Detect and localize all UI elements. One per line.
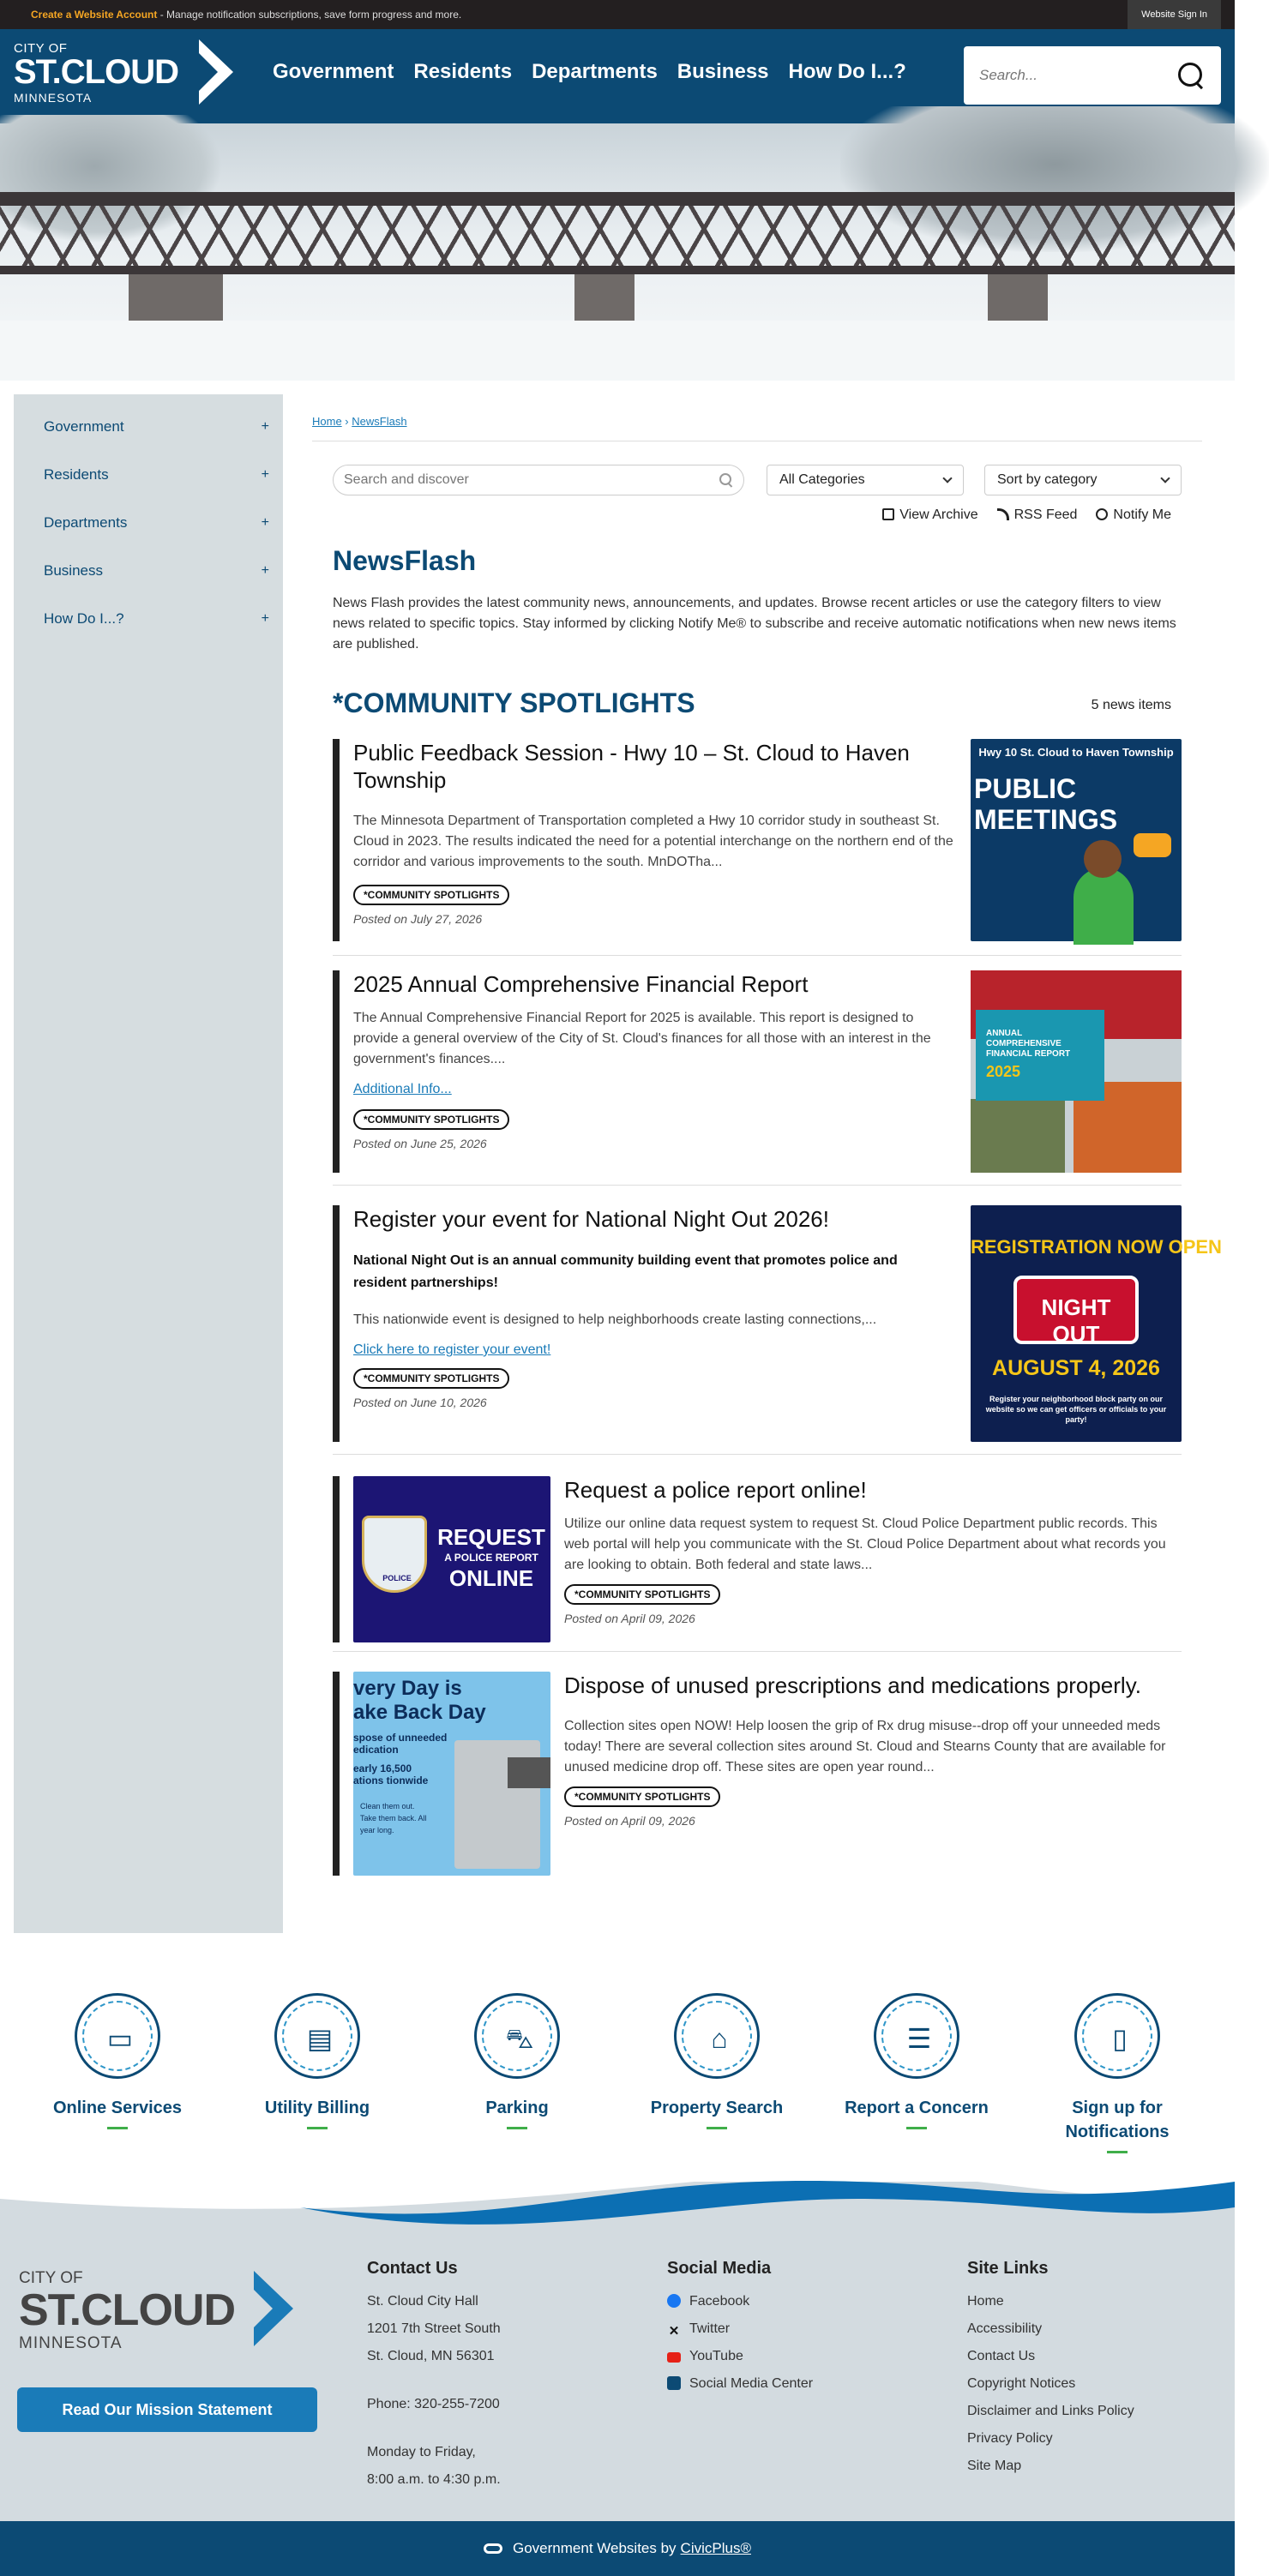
site-search bbox=[964, 46, 1221, 105]
sidebar-item-label: Government bbox=[44, 418, 124, 435]
news-posted-date: Posted on July 27, 2026 bbox=[353, 912, 483, 926]
bill-icon: ▤ bbox=[274, 1993, 360, 2079]
rss-icon bbox=[997, 508, 1009, 520]
rss-feed-link[interactable] bbox=[997, 507, 1078, 523]
site-link-copyright[interactable]: Copyright Notices bbox=[967, 2376, 1076, 2391]
main-nav bbox=[273, 60, 906, 84]
sidebar-item-label: Residents bbox=[44, 466, 109, 483]
logo-city: CITY OF bbox=[14, 41, 68, 56]
logo-chevron-cut bbox=[254, 2290, 273, 2327]
category-title[interactable]: *COMMUNITY SPOTLIGHTS bbox=[333, 688, 695, 718]
quick-link-underline bbox=[1107, 2151, 1128, 2153]
notify-me-link[interactable] bbox=[1096, 507, 1171, 523]
news-description: This nationwide event is designed to help neighborhoods create lasting connections,... bbox=[353, 1312, 877, 1327]
thumb-note: Register your neighborhood block party on our website so we can get officers or officials to your party! bbox=[985, 1395, 1167, 1424]
page-intro: News Flash provides the latest community news, announcements, and updates. Browse recent articles or use the category filters to view news related to specific topics. Stay informed by clicking Notify Me® to subscribe and receive automatic notifications when new news items are published. bbox=[333, 596, 1176, 652]
site-link-contact[interactable]: Contact Us bbox=[967, 2349, 1036, 2363]
thumb-line-2: A POLICE REPORT bbox=[444, 1552, 538, 1564]
news-divider bbox=[333, 1651, 1182, 1652]
site-link-sitemap[interactable]: Site Map bbox=[967, 2459, 1022, 2473]
news-thumbnail[interactable] bbox=[971, 970, 1182, 1173]
breadcrumb-current[interactable]: NewsFlash bbox=[352, 415, 407, 428]
quick-link-underline bbox=[507, 2127, 527, 2129]
news-posted-date: Posted on June 10, 2026 bbox=[353, 1396, 487, 1409]
thumb-line-3: spose of unneeded edication bbox=[353, 1732, 448, 1756]
search-icon[interactable] bbox=[719, 473, 733, 487]
news-title[interactable]: 2025 Annual Comprehensive Financial Report bbox=[353, 971, 809, 997]
bridge-deck bbox=[0, 192, 1235, 206]
civicplus-link[interactable]: CivicPlus® bbox=[680, 2540, 751, 2556]
house-search-icon: ⌂ bbox=[674, 1993, 760, 2079]
speech-bubble-icon bbox=[1134, 833, 1171, 857]
news-tools bbox=[882, 507, 1171, 523]
news-posted-date: Posted on June 25, 2026 bbox=[353, 1137, 487, 1150]
youtube-icon bbox=[667, 2352, 681, 2363]
thumb-line-5: Clean them out. Take them back. All year long. bbox=[360, 1802, 427, 1834]
additional-info-link[interactable]: Additional Info... bbox=[353, 1082, 452, 1096]
quick-link-label: Sign up for Notifications bbox=[1065, 2099, 1170, 2141]
quick-link-underline bbox=[906, 2127, 927, 2129]
thumb-headline: REGISTRATION NOW OPEN bbox=[971, 1236, 1222, 1258]
view-archive-link[interactable] bbox=[882, 507, 977, 523]
social-label: Social Media Center bbox=[689, 2376, 814, 2391]
quick-link-label: Property Search bbox=[650, 2099, 784, 2117]
civicplus-icon bbox=[484, 2543, 502, 2554]
nav-residents[interactable]: Residents bbox=[413, 60, 513, 83]
site-link-disclaimer[interactable]: Disclaimer and Links Policy bbox=[967, 2404, 1134, 2418]
news-tag[interactable]: *COMMUNITY SPOTLIGHTS bbox=[353, 885, 509, 905]
report-cover-title: ANNUAL COMPREHENSIVE FINANCIAL REPORT bbox=[986, 1029, 1071, 1059]
news-tag[interactable]: *COMMUNITY SPOTLIGHTS bbox=[353, 1109, 509, 1130]
quick-link-parking[interactable] bbox=[431, 1993, 603, 2129]
news-item bbox=[333, 1672, 1182, 1876]
footer-logo[interactable] bbox=[19, 2269, 328, 2352]
sidebar-item-how-do-i[interactable] bbox=[14, 595, 283, 643]
site-logo[interactable] bbox=[14, 41, 254, 105]
facebook-link[interactable] bbox=[667, 2288, 813, 2315]
logo-state: MINNESOTA bbox=[14, 91, 93, 105]
news-tag[interactable]: *COMMUNITY SPOTLIGHTS bbox=[564, 1786, 720, 1807]
footer-contact-title: Contact Us bbox=[367, 2259, 458, 2278]
nav-business[interactable]: Business bbox=[677, 60, 769, 83]
expand-icon[interactable]: + bbox=[261, 611, 269, 626]
person-illustration bbox=[1074, 868, 1134, 945]
news-item bbox=[333, 970, 1182, 1173]
logo-name: ST.CLOUD bbox=[14, 53, 178, 91]
expand-icon[interactable]: + bbox=[261, 563, 269, 578]
logo-chevron-cut bbox=[199, 53, 218, 91]
thumb-line-2: ake Back Day bbox=[353, 1701, 486, 1724]
quick-link-report-concern[interactable] bbox=[831, 1993, 1002, 2129]
sidebar-item-label: Departments bbox=[44, 514, 128, 531]
footer-wave bbox=[0, 2173, 1235, 2233]
site-link-home[interactable]: Home bbox=[967, 2294, 1004, 2309]
view-archive-label: View Archive bbox=[899, 507, 978, 522]
footer-logo-state: MINNESOTA bbox=[19, 2334, 123, 2352]
hero-banner bbox=[0, 123, 1235, 379]
site-link-accessibility[interactable]: Accessibility bbox=[967, 2321, 1043, 2336]
news-posted-date: Posted on April 09, 2026 bbox=[564, 1612, 695, 1625]
archive-icon bbox=[882, 508, 894, 520]
bridge-pier-left bbox=[129, 274, 223, 326]
create-account-link[interactable]: Create a Website Account bbox=[31, 9, 158, 21]
news-divider bbox=[333, 1454, 1182, 1455]
thumb-date: AUGUST 4, 2026 bbox=[992, 1356, 1160, 1380]
quick-link-label: Report a Concern bbox=[845, 2099, 989, 2117]
news-divider bbox=[333, 955, 1182, 956]
twitter-link[interactable] bbox=[667, 2315, 813, 2343]
footer-site-links-title: Site Links bbox=[967, 2259, 1049, 2278]
footer-logo-name: ST.CLOUD bbox=[19, 2285, 235, 2335]
breadcrumb-separator: › bbox=[341, 415, 352, 428]
news-description: Utilize our online data request system to request St. Cloud Police Department public records. This web portal will help you communicate with the St. Cloud Police Department about what records you are looking to obtain. Both federal and state laws... bbox=[564, 1516, 1166, 1572]
site-link-privacy[interactable]: Privacy Policy bbox=[967, 2431, 1053, 2446]
sidebar-item-departments[interactable] bbox=[14, 499, 283, 547]
news-posted-date: Posted on April 09, 2026 bbox=[564, 1814, 695, 1828]
news-item bbox=[333, 739, 1182, 941]
report-cover bbox=[976, 1010, 1104, 1101]
social-label: YouTube bbox=[689, 2349, 743, 2363]
thumb-caption: Hwy 10 St. Cloud to Haven Township bbox=[978, 746, 1174, 759]
quick-link-underline bbox=[107, 2127, 128, 2129]
bottom-text: Government Websites by bbox=[513, 2540, 677, 2556]
alarm-clock-icon bbox=[1096, 508, 1108, 520]
rss-feed-label: RSS Feed bbox=[1013, 507, 1078, 522]
police-badge-text: POLICE bbox=[382, 1574, 412, 1582]
news-thumbnail[interactable] bbox=[353, 1476, 550, 1642]
thumb-line-4: early 16,500 ations tionwide bbox=[353, 1762, 429, 1786]
chat-bubbles-icon: ☰ bbox=[874, 1993, 959, 2079]
youtube-link[interactable] bbox=[667, 2343, 813, 2370]
quick-link-underline bbox=[307, 2127, 328, 2129]
quick-links bbox=[0, 1993, 1235, 2165]
hours-line: Monday to Friday, bbox=[367, 2445, 476, 2459]
sidebar bbox=[14, 394, 283, 1933]
news-title[interactable]: Dispose of unused prescriptions and medications properly. bbox=[564, 1672, 1141, 1698]
social-label: Twitter bbox=[689, 2321, 731, 2336]
breadcrumb-home[interactable]: Home bbox=[312, 415, 342, 428]
footer-logo-city: CITY OF bbox=[19, 2269, 83, 2287]
facebook-icon bbox=[667, 2294, 681, 2308]
news-highlight: National Night Out is an annual community building event that promotes police and resident partnerships! bbox=[353, 1253, 898, 1290]
mission-statement-button[interactable]: Read Our Mission Statement bbox=[17, 2387, 317, 2432]
thumb-headline: PUBLIC MEETINGS bbox=[974, 773, 1118, 835]
quick-link-underline bbox=[707, 2127, 727, 2129]
sort-select[interactable] bbox=[984, 465, 1182, 495]
person-head bbox=[1084, 840, 1122, 878]
notify-me-label: Notify Me bbox=[1113, 507, 1171, 522]
expand-icon[interactable]: + bbox=[261, 515, 269, 530]
phone-number: Phone: 320-255-7200 bbox=[367, 2397, 500, 2411]
hero-snow bbox=[0, 321, 1235, 381]
chat-icon bbox=[667, 2376, 681, 2390]
bridge-lower-deck bbox=[0, 266, 1235, 274]
news-item bbox=[333, 1476, 1182, 1642]
quick-link-utility-billing[interactable] bbox=[232, 1993, 403, 2129]
car-icon: ⛍ bbox=[474, 1993, 560, 2079]
site-footer bbox=[0, 2182, 1235, 2521]
monitor-icon: ▭ bbox=[75, 1993, 160, 2079]
sort-select-value: Sort by category bbox=[997, 472, 1098, 487]
page-title: NewsFlash bbox=[333, 545, 477, 576]
nav-departments[interactable]: Departments bbox=[532, 60, 658, 83]
category-select[interactable] bbox=[767, 465, 964, 495]
account-notice bbox=[31, 9, 461, 21]
bottom-bar bbox=[0, 2521, 1235, 2576]
news-item bbox=[333, 1205, 1222, 1442]
footer-social bbox=[667, 2257, 813, 2398]
address-line: St. Cloud City Hall bbox=[367, 2294, 478, 2309]
account-tagline: - Manage notification subscriptions, save form progress and more. bbox=[157, 9, 462, 21]
search-icon[interactable] bbox=[1176, 61, 1206, 90]
news-search bbox=[333, 465, 744, 495]
bridge-truss bbox=[0, 206, 1235, 266]
chevron-down-icon bbox=[1160, 473, 1170, 483]
quick-link-label: Online Services bbox=[52, 2099, 183, 2117]
news-divider bbox=[333, 1185, 1182, 1186]
address-line: St. Cloud, MN 56301 bbox=[367, 2349, 495, 2363]
nav-government[interactable]: Government bbox=[273, 60, 394, 83]
night-out-badge: NIGHT OUT bbox=[1013, 1276, 1139, 1344]
expand-icon[interactable]: + bbox=[261, 419, 269, 434]
quick-link-label: Parking bbox=[485, 2099, 549, 2117]
thumb-line-1: REQUEST bbox=[437, 1524, 545, 1550]
category-select-value: All Categories bbox=[779, 472, 865, 487]
quick-link-label: Utility Billing bbox=[264, 2099, 370, 2117]
news-count: 5 news items bbox=[1091, 698, 1171, 712]
footer-social-title: Social Media bbox=[667, 2259, 772, 2278]
sidebar-item-government[interactable] bbox=[14, 403, 283, 451]
top-bar bbox=[0, 0, 1235, 29]
chevron-down-icon bbox=[942, 473, 952, 483]
phone-notification-icon: ▯ bbox=[1074, 1993, 1160, 2079]
quick-link-property-search[interactable] bbox=[631, 1993, 803, 2129]
news-tag[interactable]: *COMMUNITY SPOTLIGHTS bbox=[353, 1368, 509, 1389]
site-search-input[interactable] bbox=[979, 67, 1176, 84]
sidebar-item-residents[interactable] bbox=[14, 451, 283, 499]
news-thumbnail[interactable] bbox=[353, 1672, 550, 1876]
news-tag[interactable]: *COMMUNITY SPOTLIGHTS bbox=[564, 1584, 720, 1605]
quick-link-online-services[interactable] bbox=[32, 1993, 203, 2129]
thumb-line-1: very Day is bbox=[353, 1677, 462, 1700]
news-description: The Annual Comprehensive Financial Report for 2025 is available. This report is designed to provide a general overview of the City of St. Cloud's finances for all those with an interest in the government's finances.... bbox=[353, 1011, 931, 1066]
news-title[interactable]: Request a police report online! bbox=[564, 1477, 867, 1503]
nav-how-do-i[interactable]: How Do I...? bbox=[788, 60, 906, 83]
report-cover-year: 2025 bbox=[986, 1063, 1021, 1080]
social-media-center-link[interactable] bbox=[667, 2370, 813, 2398]
news-search-input[interactable] bbox=[344, 472, 719, 488]
news-thumbnail[interactable] bbox=[971, 739, 1182, 941]
sidebar-item-label: How Do I...? bbox=[44, 610, 124, 627]
news-description: Collection sites open NOW! Help loosen the grip of Rx drug misuse--drop off your unneeded meds today! There are several collection sites around St. Cloud and Stearns County that are available for unused medicine drop off. These sites are open year round... bbox=[564, 1719, 1166, 1774]
news-title[interactable]: Public Feedback Session - Hwy 10 – St. Cloud to Haven Township bbox=[353, 740, 910, 793]
hours-line: 8:00 a.m. to 4:30 p.m. bbox=[367, 2472, 501, 2487]
register-event-link[interactable]: Click here to register your event! bbox=[353, 1342, 551, 1357]
footer-site-links bbox=[967, 2257, 1134, 2480]
expand-icon[interactable]: + bbox=[261, 467, 269, 482]
social-label: Facebook bbox=[689, 2294, 750, 2309]
sidebar-item-business[interactable] bbox=[14, 547, 283, 595]
thumb-line-3: ONLINE bbox=[448, 1565, 534, 1591]
news-description: The Minnesota Department of Transportation completed a Hwy 10 corridor study in southeast St. Cloud in 2023. The results indicated the need for a potential interchange on the northern end of the corridor and various improvements to the south. MnDOTha... bbox=[353, 814, 953, 869]
breadcrumb bbox=[312, 415, 407, 428]
quick-link-notifications[interactable] bbox=[1031, 1993, 1203, 2153]
sidebar-item-label: Business bbox=[44, 562, 103, 579]
twitter-x-icon: ✕ bbox=[668, 2324, 680, 2339]
sign-in-button[interactable]: Website Sign In bbox=[1128, 0, 1221, 29]
address-line: 1201 7th Street South bbox=[367, 2321, 501, 2336]
news-title[interactable]: Register your event for National Night Out 2026! bbox=[353, 1206, 829, 1232]
drop-box-slot bbox=[508, 1757, 550, 1788]
footer-contact bbox=[367, 2257, 501, 2494]
news-thumbnail[interactable] bbox=[971, 1205, 1222, 1442]
park-photo bbox=[971, 1099, 1065, 1173]
